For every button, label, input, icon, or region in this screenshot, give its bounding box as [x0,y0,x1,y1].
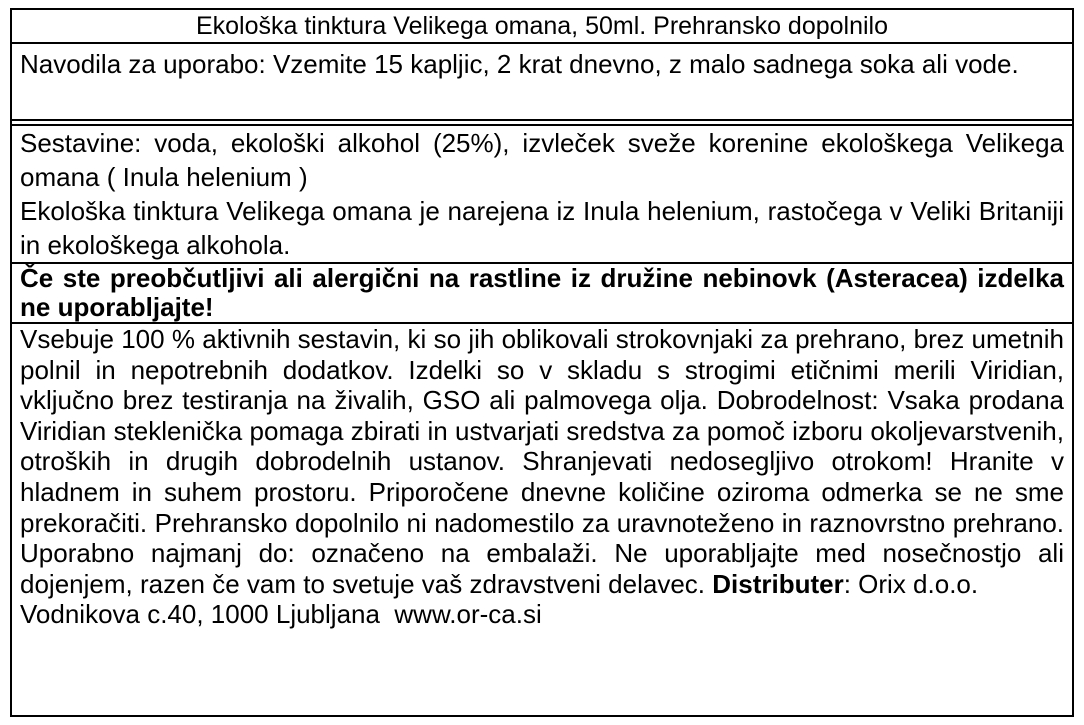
product-label [10,8,1074,717]
ingredients-text: Sestavine: voda, ekološki alkohol (25%), izvleček sveže korenine ekološkega Velikega omana ( Inula helenium ) [20,128,1064,192]
origin-text: Ekološka tinktura Velikega omana je narejena iz Inula helenium, rastočega v Veliki Britaniji in ekološkega alkohola. [20,196,1064,260]
info-text: Vsebuje 100 % aktivnih sestavin, ki so jih oblikovali strokovnjaki za prehrano, brez umetnih polnil in nepotrebnih dodatkov. Izdelki so v skladu s strogimi etičnimi merili Viridian, vključno brez testiranja na živalih, GSO ali palmovega olja. Dobrodelnost: Vsaka prodana Viridian steklenička pomaga zbirati in ustvarjati sredstva za pomoč izboru okoljevarstvenih, otroških in drugih dobrodelnih ustanov. Shranjevati nedosegljivo otrokom! Hranite v hladnem in suhem prostoru. Priporočene dnevne količine oziroma odmerka se ne sme prekoračiti. Prehransko dopolnilo ni nadomestilo za uravnoteženo in raznovrstno prehrano. Uporabno najmanj do: označeno na embalaži. Ne uporabljajte med nosečnostjo ali dojenjem, razen če vam to svetuje vaš zdravstveni delavec. [20,324,1064,599]
allergy-warning: Če ste preobčutljivi ali alergični na rastline iz družine nebinovk (Asteracea) izdelka ne uporabljajte! [12,264,1072,324]
info-section [12,324,1072,715]
distributor-text: : Orix d.o.o. [843,568,979,599]
ingredients-section [12,124,1072,264]
product-title: Ekološka tinktura Velikega omana, 50ml. Prehransko dopolnilo [12,10,1072,44]
distributor-address: Vodnikova c.40, 1000 Ljubljana www.or-ca.si [20,599,542,630]
distributor-label: Distributer [712,568,844,599]
usage-instructions: Navodila za uporabo: Vzemite 15 kapljic, 2 krat dnevno, z malo sadnega soka ali vode. [12,44,1072,121]
